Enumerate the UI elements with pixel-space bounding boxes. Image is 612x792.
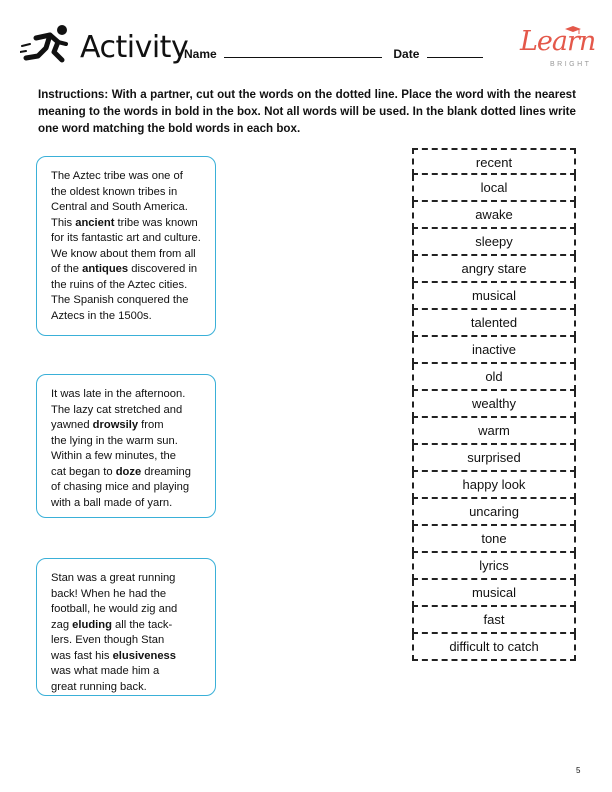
text-segment: Aztecs in the 1500s. [51,309,152,322]
passage-box-3 [36,558,216,696]
bold-word: ancient [75,216,115,229]
cutout-word[interactable]: recent [412,148,576,175]
name-label: Name [184,47,217,61]
text-segment: was what made him a [51,665,160,677]
text-segment: The Spanish conquered the [51,294,189,306]
passage-line [51,480,205,496]
name-field[interactable] [224,46,382,58]
passage-line [51,680,205,696]
text-segment: the lying in the warm sun. [51,434,178,447]
cutout-word[interactable]: sleepy [412,229,576,256]
text-segment: Stan was a great running [51,572,176,584]
passage-line [51,649,205,665]
passage-line [51,278,205,294]
page-number: 5 [576,766,581,775]
bold-word: antiques [82,263,129,275]
passage-line [51,293,205,309]
cutout-word[interactable]: surprised [412,445,576,472]
passage-line [51,618,205,634]
text-segment: football, he would zig and [51,603,178,615]
text-segment: lers. Even though Stan [51,634,165,646]
cutout-word[interactable]: awake [412,202,576,229]
cutout-word[interactable]: old [412,364,576,391]
passage-line [51,434,205,450]
page-title: Activity [80,30,189,65]
passage-line [51,169,205,185]
bold-word: eluding [72,618,112,631]
text-segment: It was late in the afternoon. [51,388,186,400]
bold-word: drowsily [92,419,139,431]
passage-line [51,309,205,325]
passage-line [51,587,205,603]
passage-line [51,262,205,278]
passage-line [51,418,205,434]
text-segment: from [138,419,164,431]
text-segment: Central and South America. [51,201,188,213]
cutout-word[interactable]: happy look [412,472,576,499]
text-segment: the ruins of the Aztec cities. [51,278,188,291]
text-segment: Within a few minutes, the [51,450,176,462]
passage-line [51,602,205,618]
passage-line [51,664,205,680]
text-segment: was fast his [51,649,113,662]
cutout-word[interactable]: talented [412,310,576,337]
text-segment: yawned [51,419,93,431]
text-segment: with a ball made of yarn. [51,496,173,509]
cutout-word[interactable]: musical [412,283,576,310]
passage-line [51,200,205,216]
text-segment: tribe was known [114,216,198,229]
text-segment: of chasing mice and playing [51,481,190,493]
passage-line [51,465,205,481]
passage-line [51,403,205,419]
text-segment: discovered in [128,263,198,275]
bold-word: doze [115,465,142,478]
text-segment: all the tack- [111,618,173,631]
text-segment: for its fantastic art and culture. [51,232,201,244]
passage-line [51,387,205,403]
passage-line [51,449,205,465]
text-segment: of the [51,263,83,275]
text-segment: back! When he had the [51,587,167,600]
passage-line [51,216,205,232]
text-segment: great running back. [51,680,147,693]
bold-word: elusiveness [112,649,177,662]
passage-line [51,185,205,201]
passage-line [51,571,205,587]
passage-line [51,496,205,512]
cutout-word[interactable]: wealthy [412,391,576,418]
cutout-word[interactable]: tone [412,526,576,553]
passage-box-2 [36,374,216,518]
date-field[interactable] [427,46,483,58]
text-segment: This [51,216,76,229]
name-date-row [184,46,483,61]
logo-text: Learn [520,26,596,57]
text-segment: The lazy cat stretched and [51,403,183,416]
instructions-text: Instructions: With a partner, cut out the words on the dotted line. Place the word with the nearest meaning to the words in bold in the box. Not all words will be used. In the blank dotted lines write one word matching the bold words in each box. [38,88,576,135]
cutout-word[interactable]: inactive [412,337,576,364]
cutout-word[interactable]: uncaring [412,499,576,526]
text-segment: We know about them from all [51,247,196,260]
cutout-word[interactable]: musical [412,580,576,607]
text-segment: the oldest known tribes in [51,185,178,198]
cutout-word[interactable]: fast [412,607,576,634]
passage-line [51,231,205,247]
date-label: Date [393,47,420,61]
learn-bright-logo [520,26,596,72]
cutout-word[interactable]: lyrics [412,553,576,580]
passage-line [51,247,205,263]
passage-box-1 [36,156,216,336]
running-person-icon [20,24,72,68]
text-segment: dreaming [141,465,191,478]
cutout-word-list [412,148,576,661]
cutout-word[interactable]: warm [412,418,576,445]
text-segment: zag [51,618,73,631]
text-segment: The Aztec tribe was one of [51,170,183,182]
text-segment: cat began to [51,465,116,478]
cutout-word[interactable]: angry stare [412,256,576,283]
passage-line [51,633,205,649]
cutout-word[interactable]: local [412,175,576,202]
logo-subtext: BRIGHT [550,61,592,68]
cutout-word[interactable]: difficult to catch [412,634,576,661]
